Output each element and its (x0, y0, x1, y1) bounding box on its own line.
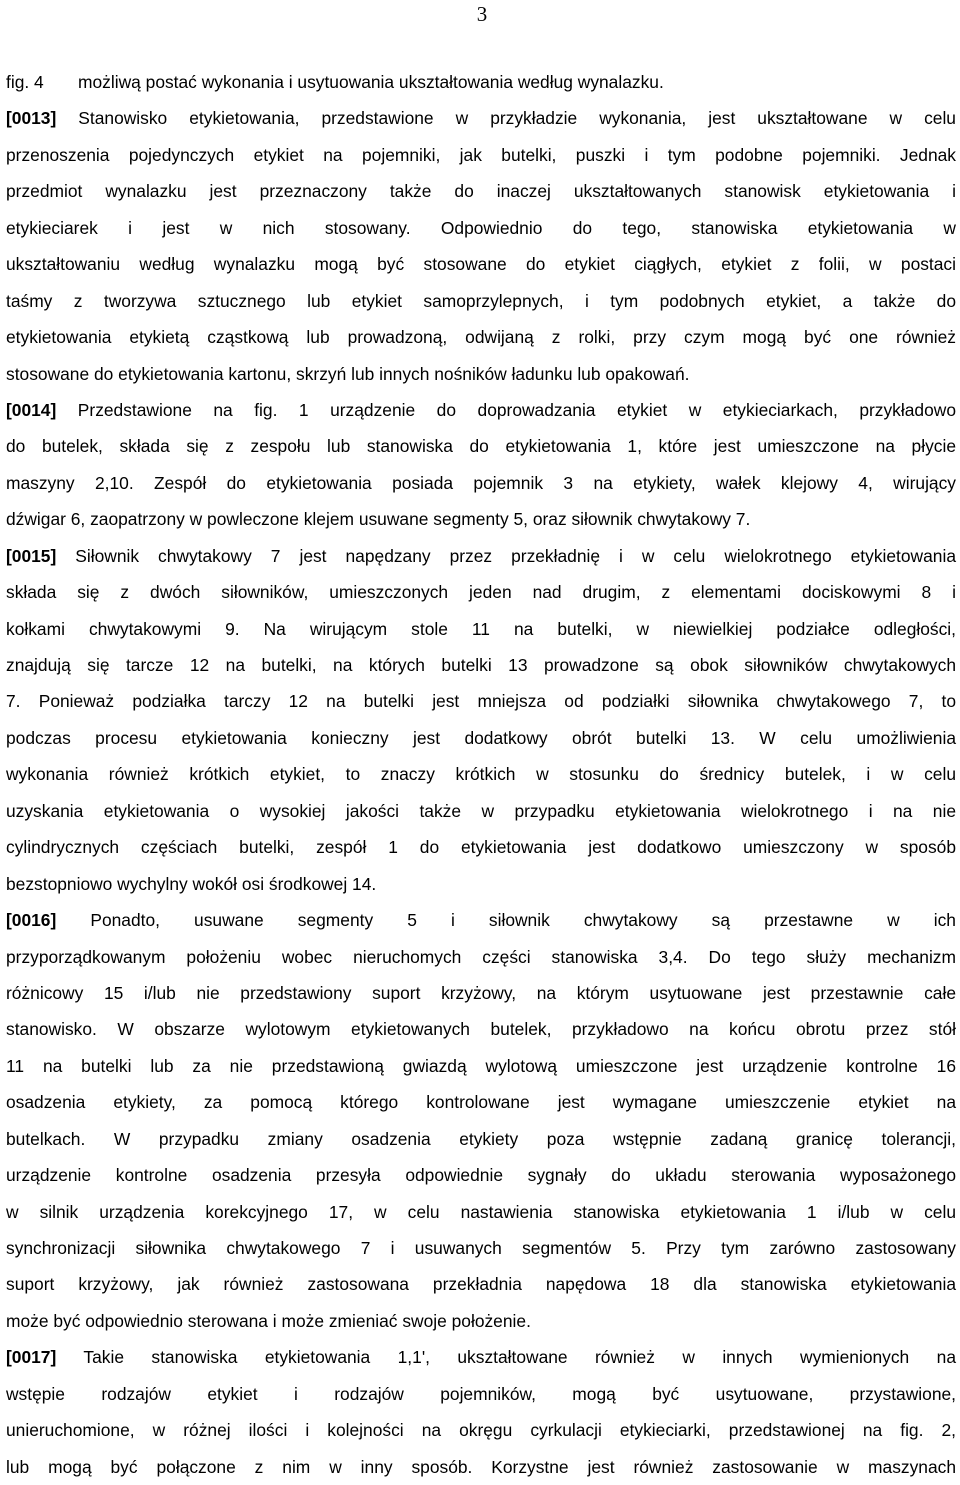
paragraph-tag-0017: [0017] (6, 1347, 57, 1368)
paragraph-0015-line: bezstopniowo wychylny wokół osi środkowej 14. (6, 873, 377, 894)
paragraph-0013-line: taśmy z tworzywa sztucznego lub etykiet samoprzylepnych, i tym podobnych etykiet, a także do (6, 290, 956, 311)
paragraph-0013-line (6, 100, 956, 136)
paragraph-0013-line: przedmiot wynalazku jest przeznaczony także do inaczej ukształtowanych stanowisk etykietowania i (6, 181, 956, 202)
paragraph-0016-line: suport krzyżowy, jak również zastosowana przekładnia napędowa 18 dla stanowiska etykietowania (6, 1274, 956, 1295)
paragraph-0014-line: maszyny 2,10. Zespół do etykietowania posiada pojemnik 3 na etykiety, wałek klejowy 4, wirujący (6, 472, 956, 493)
paragraph-0016-line (6, 902, 956, 938)
paragraph-text: Siłownik chwytakowy 7 jest napędzany przez przekładnię i w celu wielokrotnego etykietowania (75, 545, 956, 566)
page-number: 3 (476, 2, 488, 26)
paragraph-0015-line: składa się z dwóch siłowników, umieszczonych jeden nad drugim, z elementami dociskowymi 8 i (6, 582, 956, 603)
paragraph-0015-line: uzyskania etykietowania o wysokiej jakości także w przypadku etykietowania wielokrotnego i na nie (6, 800, 956, 821)
paragraph-0015-line (6, 538, 956, 574)
paragraph-tag-0015: [0015] (6, 545, 57, 566)
paragraph-0016-line: różnicowy 15 i/lub nie przedstawiony suport krzyżowy, na którym usytuowane jest przestawnie całe (6, 982, 956, 1003)
paragraph-tag-0016: [0016] (6, 910, 57, 931)
paragraph-0015-line: podczas procesu etykietowania konieczny jest dodatkowy obrót butelki 13. W celu umożliwienia (6, 727, 956, 748)
paragraph-0013-line: stosowane do etykietowania kartonu, skrzyń lub innych nośników ładunku lub opakowań. (6, 363, 690, 384)
paragraph-0016-line: butelkach. W przypadku zmiany osadzenia etykiety poza wstępnie zadaną granicę tolerancji, (6, 1128, 956, 1149)
paragraph-tag-0013: [0013] (6, 108, 57, 129)
paragraph-text: Ponadto, usuwane segmenty 5 i siłownik chwytakowy są przestawne w ich (90, 910, 956, 931)
paragraph-0016-line: synchronizacji siłownika chwytakowego 7 i usuwanych segmentów 5. Przy tym zarówno zastosowany (6, 1238, 956, 1258)
paragraph-text: Takie stanowiska etykietowania 1,1', ukształtowane również w innych wymienionych na (83, 1347, 956, 1368)
paragraph-0013-line: przenoszenia pojedynczych etykiet na pojemniki, jak butelki, puszki i tym podobne pojemniki. Jednak (6, 144, 956, 165)
figure-caption-text: możliwą postać wykonania i usytuowania ukształtowania według wynalazku. (78, 72, 664, 92)
paragraph-0017-line: wstępie rodzajów etykiet i rodzajów pojemników, mogą być usytuowane, przystawione, (6, 1383, 956, 1404)
paragraph-0017-line: lub mogą być połączone z nim w inny sposób. Korzystne jest również zastosowanie w maszynach (6, 1456, 956, 1477)
paragraph-0013-line: etykietowania etykietą cząstkową lub prowadzoną, odwijaną z rolki, przy czym mogą być one również (6, 327, 956, 348)
paragraph-0014-line (6, 392, 956, 428)
paragraph-0015-line: kołkami chwytakowymi 9. Na wirującym stole 11 na butelki, w niewielkiej podziałce odległości, (6, 618, 956, 639)
figure-caption (6, 64, 956, 100)
paragraph-0017-line: unieruchomione, w różnej ilości i kolejności na okręgu cyrkulacji etykieciarki, przedstawionej na fig. 2, (6, 1420, 956, 1441)
paragraph-0016-line: może być odpowiednio sterowana i może zmieniać swoje położenie. (6, 1310, 531, 1331)
document-body (6, 64, 956, 1485)
paragraph-0015-line: wykonania również krótkich etykiet, to znaczy krótkich w stosunku do średnicy butelek, i w celu (6, 764, 956, 785)
paragraph-0014-line: do butelek, składa się z zespołu lub stanowiska do etykietowania 1, które jest umieszczone na płycie (6, 436, 956, 457)
paragraph-0016-line: przyporządkowanym położeniu wobec nieruchomych części stanowiska 3,4. Do tego służy mechanizm (6, 946, 956, 967)
paragraph-0016-line: osadzenia etykiety, za pomocą którego kontrolowane jest wymagane umieszczenie etykiet na (6, 1092, 956, 1113)
paragraph-0014-line: dźwigar 6, zaopatrzony w powleczone klejem usuwane segmenty 5, oraz siłownik chwytakowy 7. (6, 509, 751, 530)
paragraph-0015-line: znajdują się tarcze 12 na butelki, na których butelki 13 prowadzone są obok siłowników chwytakowych (6, 655, 956, 675)
paragraph-0015-line: cylindrycznych częściach butelki, zespół 1 do etykietowania jest dodatkowo umieszczony w sposób (6, 837, 956, 858)
paragraph-0016-line: urządzenie kontrolne osadzenia przesyła odpowiednie sygnały do układu sterowania wyposażonego (6, 1165, 956, 1186)
paragraph-0017-line (6, 1339, 956, 1375)
paragraph-0015-line: 7. Ponieważ podziałka tarczy 12 na butelki jest mniejsza od podziałki siłownika chwytakowego 7, to (6, 691, 956, 712)
paragraph-0016-line: stanowisko. W obszarze wylotowym etykietowanych butelek, przykładowo na końcu obrotu przez stół (6, 1019, 956, 1040)
paragraph-text: Przedstawione na fig. 1 urządzenie do doprowadzania etykiet w etykieciarkach, przykładowo (77, 399, 956, 420)
figure-caption-label: fig. 4 (6, 72, 44, 92)
paragraph-0013-line: etykieciarek i jest w nich stosowany. Odpowiednio do tego, stanowiska etykietowania w (6, 217, 956, 238)
paragraph-0013-line: ukształtowaniu według wynalazku mogą być stosowane do etykiet ciągłych, etykiet z folii, w postaci (6, 254, 956, 275)
paragraph-0016-line: w silnik urządzenia korekcyjnego 17, w celu nastawienia stanowiska etykietowania 1 i/lub w celu (6, 1201, 956, 1222)
paragraph-text: Stanowisko etykietowania, przedstawione w przykładzie wykonania, jest ukształtowane w celu (78, 108, 956, 129)
paragraph-0016-line: 11 na butelki lub za nie przedstawioną gwiazdą wylotową umieszczone jest urządzenie kontrolne 16 (6, 1055, 956, 1076)
paragraph-tag-0014: [0014] (6, 399, 57, 420)
